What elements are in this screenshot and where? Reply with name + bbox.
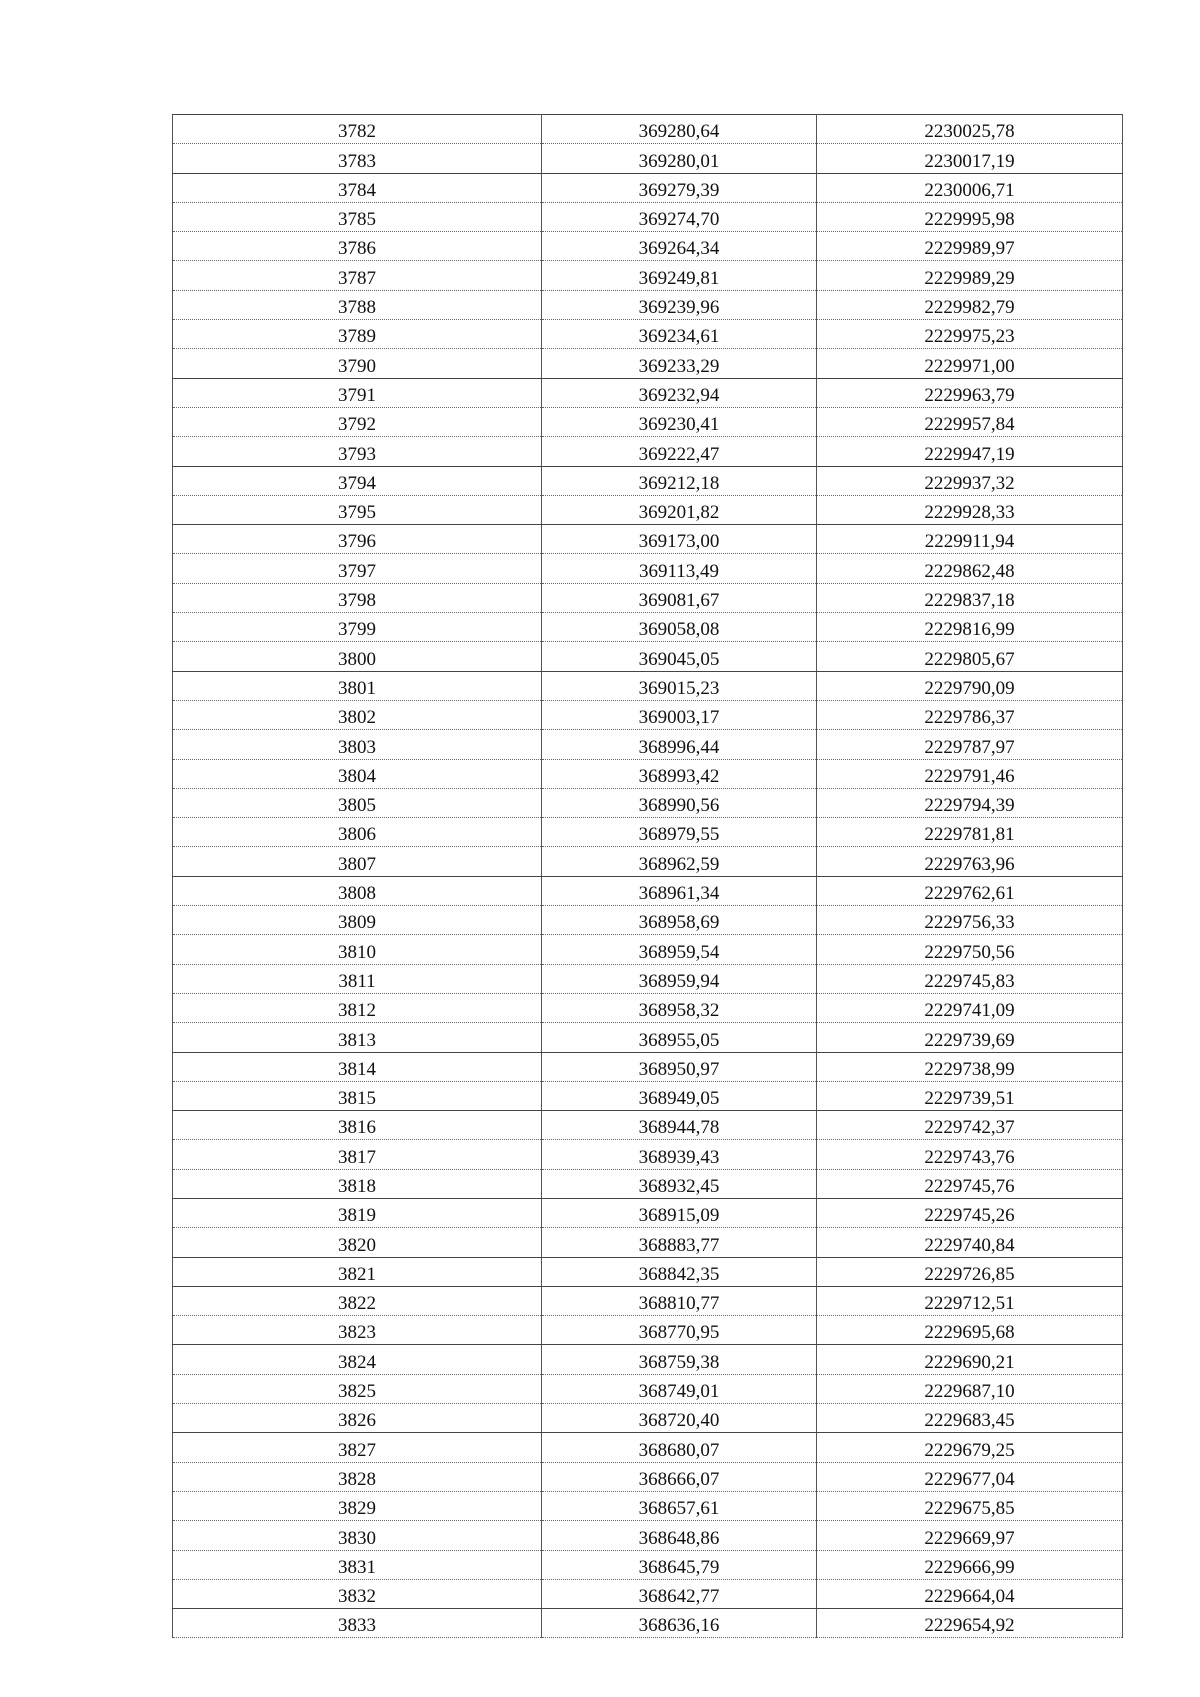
y-coordinate-cell: 2229745,83 — [817, 964, 1123, 993]
x-coordinate-cell: 369239,96 — [542, 290, 817, 319]
x-coordinate-cell: 369173,00 — [542, 525, 817, 554]
point-number-cell: 3796 — [173, 525, 542, 554]
point-number-cell: 3782 — [173, 115, 542, 144]
point-number-cell: 3788 — [173, 290, 542, 319]
point-number-cell: 3821 — [173, 1257, 542, 1286]
coordinates-table — [172, 114, 1123, 1638]
y-coordinate-cell: 2229666,99 — [817, 1550, 1123, 1579]
x-coordinate-cell: 369249,81 — [542, 261, 817, 290]
table-row — [173, 1111, 1123, 1140]
x-coordinate-cell: 368979,55 — [542, 818, 817, 847]
y-coordinate-cell: 2229982,79 — [817, 290, 1123, 319]
table-row — [173, 583, 1123, 612]
x-coordinate-cell: 368944,78 — [542, 1111, 817, 1140]
table-row — [173, 613, 1123, 642]
y-coordinate-cell: 2230017,19 — [817, 144, 1123, 173]
y-coordinate-cell: 2229790,09 — [817, 671, 1123, 700]
x-coordinate-cell: 368642,77 — [542, 1579, 817, 1608]
point-number-cell: 3827 — [173, 1433, 542, 1462]
table-row — [173, 1081, 1123, 1110]
y-coordinate-cell: 2229763,96 — [817, 847, 1123, 876]
point-number-cell: 3786 — [173, 232, 542, 261]
table-row — [173, 1550, 1123, 1579]
point-number-cell: 3826 — [173, 1404, 542, 1433]
point-number-cell: 3824 — [173, 1345, 542, 1374]
y-coordinate-cell: 2229664,04 — [817, 1579, 1123, 1608]
y-coordinate-cell: 2229677,04 — [817, 1462, 1123, 1491]
x-coordinate-cell: 368645,79 — [542, 1550, 817, 1579]
y-coordinate-cell: 2229989,29 — [817, 261, 1123, 290]
point-number-cell: 3832 — [173, 1579, 542, 1608]
point-number-cell: 3792 — [173, 407, 542, 436]
y-coordinate-cell: 2229687,10 — [817, 1374, 1123, 1403]
y-coordinate-cell: 2229975,23 — [817, 320, 1123, 349]
point-number-cell: 3806 — [173, 818, 542, 847]
table-row — [173, 642, 1123, 671]
table-row — [173, 173, 1123, 202]
table-row — [173, 144, 1123, 173]
y-coordinate-cell: 2229786,37 — [817, 700, 1123, 729]
y-coordinate-cell: 2229995,98 — [817, 202, 1123, 231]
table-row — [173, 935, 1123, 964]
x-coordinate-cell: 368648,86 — [542, 1521, 817, 1550]
y-coordinate-cell: 2229816,99 — [817, 613, 1123, 642]
x-coordinate-cell: 368810,77 — [542, 1286, 817, 1315]
point-number-cell: 3817 — [173, 1140, 542, 1169]
point-number-cell: 3815 — [173, 1081, 542, 1110]
y-coordinate-cell: 2229679,25 — [817, 1433, 1123, 1462]
x-coordinate-cell: 368959,94 — [542, 964, 817, 993]
table-row — [173, 1374, 1123, 1403]
y-coordinate-cell: 2229781,81 — [817, 818, 1123, 847]
x-coordinate-cell: 368958,69 — [542, 906, 817, 935]
point-number-cell: 3818 — [173, 1169, 542, 1198]
x-coordinate-cell: 368932,45 — [542, 1169, 817, 1198]
x-coordinate-cell: 368939,43 — [542, 1140, 817, 1169]
point-number-cell: 3794 — [173, 466, 542, 495]
x-coordinate-cell: 368680,07 — [542, 1433, 817, 1462]
table-row — [173, 1491, 1123, 1520]
x-coordinate-cell: 368958,32 — [542, 993, 817, 1022]
point-number-cell: 3803 — [173, 730, 542, 759]
x-coordinate-cell: 369280,01 — [542, 144, 817, 173]
point-number-cell: 3814 — [173, 1052, 542, 1081]
table-row — [173, 525, 1123, 554]
point-number-cell: 3793 — [173, 437, 542, 466]
point-number-cell: 3811 — [173, 964, 542, 993]
point-number-cell: 3797 — [173, 554, 542, 583]
y-coordinate-cell: 2229791,46 — [817, 759, 1123, 788]
x-coordinate-cell: 368959,54 — [542, 935, 817, 964]
x-coordinate-cell: 369233,29 — [542, 349, 817, 378]
table-row — [173, 1140, 1123, 1169]
table-row — [173, 466, 1123, 495]
y-coordinate-cell: 2229787,97 — [817, 730, 1123, 759]
x-coordinate-cell: 368950,97 — [542, 1052, 817, 1081]
y-coordinate-cell: 2229794,39 — [817, 788, 1123, 817]
point-number-cell: 3791 — [173, 378, 542, 407]
table-row — [173, 1052, 1123, 1081]
point-number-cell: 3830 — [173, 1521, 542, 1550]
table-row — [173, 349, 1123, 378]
y-coordinate-cell: 2229745,26 — [817, 1198, 1123, 1227]
table-row — [173, 818, 1123, 847]
x-coordinate-cell: 368720,40 — [542, 1404, 817, 1433]
table-row — [173, 1579, 1123, 1608]
table-row — [173, 202, 1123, 231]
point-number-cell: 3819 — [173, 1198, 542, 1227]
y-coordinate-cell: 2229928,33 — [817, 495, 1123, 524]
y-coordinate-cell: 2229762,61 — [817, 876, 1123, 905]
y-coordinate-cell: 2229740,84 — [817, 1228, 1123, 1257]
y-coordinate-cell: 2229695,68 — [817, 1316, 1123, 1345]
y-coordinate-cell: 2229989,97 — [817, 232, 1123, 261]
x-coordinate-cell: 368955,05 — [542, 1023, 817, 1052]
table-row — [173, 554, 1123, 583]
point-number-cell: 3789 — [173, 320, 542, 349]
table-row — [173, 906, 1123, 935]
point-number-cell: 3808 — [173, 876, 542, 905]
y-coordinate-cell: 2229741,09 — [817, 993, 1123, 1022]
y-coordinate-cell: 2229937,32 — [817, 466, 1123, 495]
x-coordinate-cell: 368961,34 — [542, 876, 817, 905]
x-coordinate-cell: 369232,94 — [542, 378, 817, 407]
x-coordinate-cell: 368657,61 — [542, 1491, 817, 1520]
table-row — [173, 730, 1123, 759]
point-number-cell: 3799 — [173, 613, 542, 642]
x-coordinate-cell: 369003,17 — [542, 700, 817, 729]
point-number-cell: 3825 — [173, 1374, 542, 1403]
x-coordinate-cell: 368883,77 — [542, 1228, 817, 1257]
table-row — [173, 1433, 1123, 1462]
y-coordinate-cell: 2229726,85 — [817, 1257, 1123, 1286]
y-coordinate-cell: 2229911,94 — [817, 525, 1123, 554]
table-row — [173, 115, 1123, 144]
x-coordinate-cell: 368996,44 — [542, 730, 817, 759]
y-coordinate-cell: 2229712,51 — [817, 1286, 1123, 1315]
table-row — [173, 495, 1123, 524]
y-coordinate-cell: 2229683,45 — [817, 1404, 1123, 1433]
y-coordinate-cell: 2229963,79 — [817, 378, 1123, 407]
table-row — [173, 700, 1123, 729]
point-number-cell: 3829 — [173, 1491, 542, 1520]
table-row — [173, 1228, 1123, 1257]
x-coordinate-cell: 369045,05 — [542, 642, 817, 671]
table-row — [173, 1286, 1123, 1315]
x-coordinate-cell: 369201,82 — [542, 495, 817, 524]
y-coordinate-cell: 2230006,71 — [817, 173, 1123, 202]
point-number-cell: 3833 — [173, 1609, 542, 1638]
point-number-cell: 3804 — [173, 759, 542, 788]
y-coordinate-cell: 2229743,76 — [817, 1140, 1123, 1169]
x-coordinate-cell: 369081,67 — [542, 583, 817, 612]
x-coordinate-cell: 368842,35 — [542, 1257, 817, 1286]
y-coordinate-cell: 2229750,56 — [817, 935, 1123, 964]
table-row — [173, 290, 1123, 319]
table-row — [173, 437, 1123, 466]
y-coordinate-cell: 2229805,67 — [817, 642, 1123, 671]
table-row — [173, 1521, 1123, 1550]
table-row — [173, 788, 1123, 817]
point-number-cell: 3816 — [173, 1111, 542, 1140]
table-row — [173, 1198, 1123, 1227]
y-coordinate-cell: 2229756,33 — [817, 906, 1123, 935]
point-number-cell: 3809 — [173, 906, 542, 935]
point-number-cell: 3813 — [173, 1023, 542, 1052]
point-number-cell: 3812 — [173, 993, 542, 1022]
table-row — [173, 378, 1123, 407]
x-coordinate-cell: 369279,39 — [542, 173, 817, 202]
point-number-cell: 3828 — [173, 1462, 542, 1491]
table-row — [173, 232, 1123, 261]
x-coordinate-cell: 369264,34 — [542, 232, 817, 261]
y-coordinate-cell: 2229739,69 — [817, 1023, 1123, 1052]
y-coordinate-cell: 2229669,97 — [817, 1521, 1123, 1550]
table-row — [173, 993, 1123, 1022]
x-coordinate-cell: 368759,38 — [542, 1345, 817, 1374]
x-coordinate-cell: 369015,23 — [542, 671, 817, 700]
x-coordinate-cell: 369234,61 — [542, 320, 817, 349]
y-coordinate-cell: 2229837,18 — [817, 583, 1123, 612]
x-coordinate-cell: 369274,70 — [542, 202, 817, 231]
point-number-cell: 3822 — [173, 1286, 542, 1315]
x-coordinate-cell: 368636,16 — [542, 1609, 817, 1638]
table-row — [173, 1345, 1123, 1374]
point-number-cell: 3787 — [173, 261, 542, 290]
y-coordinate-cell: 2229742,37 — [817, 1111, 1123, 1140]
point-number-cell: 3831 — [173, 1550, 542, 1579]
table-row — [173, 1404, 1123, 1433]
table-row — [173, 964, 1123, 993]
y-coordinate-cell: 2229690,21 — [817, 1345, 1123, 1374]
x-coordinate-cell: 368962,59 — [542, 847, 817, 876]
table-row — [173, 320, 1123, 349]
y-coordinate-cell: 2229738,99 — [817, 1052, 1123, 1081]
table-row — [173, 1023, 1123, 1052]
y-coordinate-cell: 2229947,19 — [817, 437, 1123, 466]
point-number-cell: 3798 — [173, 583, 542, 612]
table-row — [173, 759, 1123, 788]
x-coordinate-cell: 369222,47 — [542, 437, 817, 466]
x-coordinate-cell: 368993,42 — [542, 759, 817, 788]
table-row — [173, 1169, 1123, 1198]
table-row — [173, 876, 1123, 905]
table-row — [173, 1316, 1123, 1345]
x-coordinate-cell: 368949,05 — [542, 1081, 817, 1110]
x-coordinate-cell: 369058,08 — [542, 613, 817, 642]
x-coordinate-cell: 369113,49 — [542, 554, 817, 583]
x-coordinate-cell: 368749,01 — [542, 1374, 817, 1403]
y-coordinate-cell: 2229739,51 — [817, 1081, 1123, 1110]
table-row — [173, 671, 1123, 700]
table-row — [173, 1609, 1123, 1638]
x-coordinate-cell: 369280,64 — [542, 115, 817, 144]
table-row — [173, 847, 1123, 876]
table-row — [173, 261, 1123, 290]
coordinates-table-body — [173, 115, 1123, 1638]
point-number-cell: 3810 — [173, 935, 542, 964]
x-coordinate-cell: 368666,07 — [542, 1462, 817, 1491]
x-coordinate-cell: 369230,41 — [542, 407, 817, 436]
x-coordinate-cell: 368770,95 — [542, 1316, 817, 1345]
y-coordinate-cell: 2229675,85 — [817, 1491, 1123, 1520]
y-coordinate-cell: 2229862,48 — [817, 554, 1123, 583]
y-coordinate-cell: 2229971,00 — [817, 349, 1123, 378]
point-number-cell: 3800 — [173, 642, 542, 671]
y-coordinate-cell: 2229745,76 — [817, 1169, 1123, 1198]
point-number-cell: 3783 — [173, 144, 542, 173]
table-row — [173, 407, 1123, 436]
y-coordinate-cell: 2229957,84 — [817, 407, 1123, 436]
table-row — [173, 1257, 1123, 1286]
x-coordinate-cell: 369212,18 — [542, 466, 817, 495]
y-coordinate-cell: 2229654,92 — [817, 1609, 1123, 1638]
point-number-cell: 3790 — [173, 349, 542, 378]
point-number-cell: 3807 — [173, 847, 542, 876]
point-number-cell: 3802 — [173, 700, 542, 729]
y-coordinate-cell: 2230025,78 — [817, 115, 1123, 144]
point-number-cell: 3820 — [173, 1228, 542, 1257]
x-coordinate-cell: 368990,56 — [542, 788, 817, 817]
point-number-cell: 3801 — [173, 671, 542, 700]
point-number-cell: 3785 — [173, 202, 542, 231]
point-number-cell: 3784 — [173, 173, 542, 202]
point-number-cell: 3823 — [173, 1316, 542, 1345]
x-coordinate-cell: 368915,09 — [542, 1198, 817, 1227]
point-number-cell: 3795 — [173, 495, 542, 524]
point-number-cell: 3805 — [173, 788, 542, 817]
table-row — [173, 1462, 1123, 1491]
